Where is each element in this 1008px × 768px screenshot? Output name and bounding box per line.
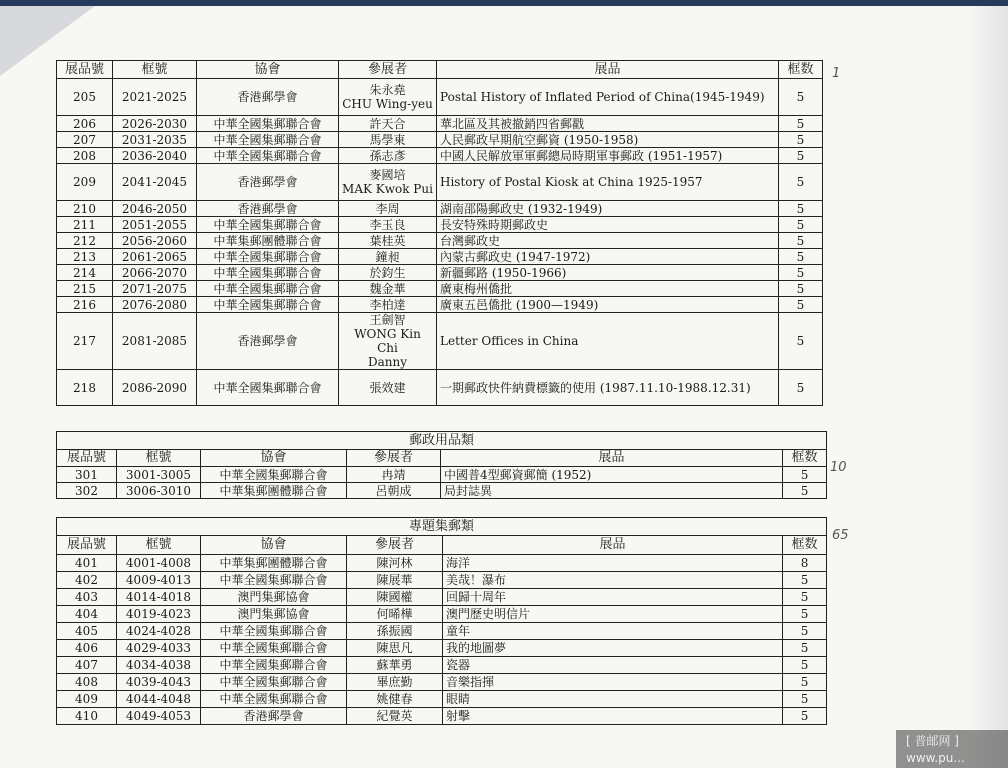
frame-range: 2046-2050 [113,201,197,217]
frame-count: 5 [779,233,823,249]
exhibit-no: 205 [57,79,113,116]
watermark-line: www.pu... [906,751,965,765]
frame-range: 3001-3005 [117,467,201,483]
exhibit-no: 213 [57,249,113,265]
page-shadow-edge [968,6,1008,768]
frame-count: 5 [783,640,827,657]
frame-range: 3006-3010 [117,483,201,499]
exhibit-title: 回歸十周年 [443,589,783,606]
exhibit-no: 218 [57,370,113,406]
exhibitor: 麥國培 MAK Kwok Pui [339,164,437,201]
exhibit-no: 208 [57,148,113,164]
exhibitor: 馬學東 [339,132,437,148]
table-row [57,483,827,499]
frame-count: 5 [779,148,823,164]
frame-count: 5 [783,657,827,674]
exhibit-title: 我的地圖夢 [443,640,783,657]
frame-range: 2081-2085 [113,313,197,370]
exhibit-title: 新疆郵路 (1950-1966) [437,265,779,281]
exhibitor: 蘇華勇 [347,657,443,674]
table-row [57,708,827,725]
exhibit-title: 中國普4型郵資郵簡 (1952) [441,467,783,483]
frame-range: 4049-4053 [117,708,201,725]
frame-range: 2031-2035 [113,132,197,148]
exhibit-no: 301 [57,467,117,483]
table-row [57,217,823,233]
exhibit-table-thematic [56,517,827,725]
association: 中華全國集郵聯合會 [197,297,339,313]
frame-range: 4001-4008 [117,555,201,572]
table-row [57,691,827,708]
col-header-no: 展品號 [57,61,113,79]
association: 中華集郵團體聯合會 [197,233,339,249]
table-row [57,589,827,606]
margin-note: 65 [832,528,849,543]
exhibit-no: 403 [57,589,117,606]
frame-count: 5 [783,589,827,606]
col-header-count: 框数 [783,450,827,467]
association: 中華全國集郵聯合會 [197,132,339,148]
association: 香港郵學會 [201,708,347,725]
frame-count: 5 [783,674,827,691]
table-row [57,249,823,265]
frame-range: 2026-2030 [113,116,197,132]
exhibit-title: Postal History of Inflated Period of China(1945-1949) [437,79,779,116]
association: 中華全國集郵聯合會 [201,467,347,483]
frame-range: 2086-2090 [113,370,197,406]
frame-count: 5 [783,483,827,499]
exhibitor: 孫振國 [347,623,443,640]
frame-range: 2076-2080 [113,297,197,313]
table-row [57,164,823,201]
table-row [57,297,823,313]
association: 中華全國集郵聯合會 [201,657,347,674]
frame-count: 5 [779,281,823,297]
exhibit-title: 海洋 [443,555,783,572]
association: 香港郵學會 [197,313,339,370]
col-header-no: 展品號 [57,536,117,555]
section-title-row [57,518,827,536]
association: 中華全國集郵聯合會 [201,674,347,691]
section-title: 專題集郵類 [57,518,827,536]
frame-count: 5 [783,623,827,640]
frame-range: 4009-4013 [117,572,201,589]
association: 澳門集郵協會 [201,606,347,623]
margin-note: 1 [832,66,841,81]
margin-note: 10 [830,460,847,475]
frame-range: 2041-2045 [113,164,197,201]
frame-range: 4044-4048 [117,691,201,708]
association: 中華集郵團體聯合會 [201,555,347,572]
exhibitor: 陳展華 [347,572,443,589]
association: 中華全國集郵聯合會 [201,572,347,589]
exhibitor: 許天合 [339,116,437,132]
table-row [57,116,823,132]
section-title-row [57,432,827,450]
col-header-exhibitor: 參展者 [347,450,441,467]
col-header-count: 框数 [779,61,823,79]
exhibit-title: 中國人民解放軍軍郵總局時期軍事郵政 (1951-1957) [437,148,779,164]
exhibit-no: 409 [57,691,117,708]
exhibit-no: 406 [57,640,117,657]
frame-count: 5 [779,249,823,265]
watermark [896,730,1008,768]
association: 中華全國集郵聯合會 [197,116,339,132]
frame-count: 5 [783,708,827,725]
association: 中華全國集郵聯合會 [197,148,339,164]
exhibit-title: 一期郵政快件納費標籤的使用 (1987.11.10-1988.12.31) [437,370,779,406]
frame-count: 5 [783,467,827,483]
frame-range: 2051-2055 [113,217,197,233]
exhibit-no: 401 [57,555,117,572]
association: 香港郵學會 [197,79,339,116]
col-header-assoc: 協會 [201,536,347,555]
exhibit-no: 215 [57,281,113,297]
exhibitor: 冉靖 [347,467,441,483]
exhibit-no: 212 [57,233,113,249]
association: 中華全國集郵聯合會 [201,691,347,708]
exhibitor: 呂朝成 [347,483,441,499]
association: 香港郵學會 [197,201,339,217]
frame-range: 2056-2060 [113,233,197,249]
table-row [57,265,823,281]
exhibitor: 葉桂英 [339,233,437,249]
exhibit-no: 206 [57,116,113,132]
exhibit-no: 216 [57,297,113,313]
frame-count: 5 [779,297,823,313]
exhibitor: 陳思凡 [347,640,443,657]
col-header-exhibitor: 參展者 [347,536,443,555]
table-row [57,467,827,483]
col-header-exhibit: 展品 [441,450,783,467]
exhibitor: 何晞樺 [347,606,443,623]
frame-range: 2071-2075 [113,281,197,297]
exhibit-title: Letter Offices in China [437,313,779,370]
exhibitor: 王劍智 WONG Kin Chi Danny [339,313,437,370]
frame-count: 8 [783,555,827,572]
exhibit-title: 湖南邵陽郵政史 (1932-1949) [437,201,779,217]
header-row [57,61,823,79]
exhibitor: 陳河林 [347,555,443,572]
frame-count: 5 [779,132,823,148]
exhibit-no: 211 [57,217,113,233]
exhibit-no: 404 [57,606,117,623]
exhibit-no: 210 [57,201,113,217]
frame-range: 2021-2025 [113,79,197,116]
table-row [57,674,827,691]
exhibitor: 陳國權 [347,589,443,606]
exhibitor: 張效建 [339,370,437,406]
exhibit-title: 澳門歷史明信片 [443,606,783,623]
table-row [57,572,827,589]
frame-range: 2066-2070 [113,265,197,281]
association: 澳門集郵協會 [201,589,347,606]
exhibitor: 魏金華 [339,281,437,297]
exhibit-title: 眼睛 [443,691,783,708]
frame-count: 5 [783,606,827,623]
exhibit-no: 405 [57,623,117,640]
frame-count: 5 [779,164,823,201]
watermark-line: [ 普邮网 ] [906,734,959,748]
table-row [57,201,823,217]
exhibitor: 畢庶勤 [347,674,443,691]
association: 香港郵學會 [197,164,339,201]
scan-top-border [0,0,1008,6]
exhibit-title: 瓷器 [443,657,783,674]
col-header-exhibitor: 參展者 [339,61,437,79]
frame-count: 5 [779,370,823,406]
association: 中華全國集郵聯合會 [197,249,339,265]
association: 中華全國集郵聯合會 [197,370,339,406]
exhibit-no: 410 [57,708,117,725]
frame-count: 5 [779,265,823,281]
exhibitor: 鐘昶 [339,249,437,265]
frame-count: 5 [783,691,827,708]
association: 中華全國集郵聯合會 [201,640,347,657]
exhibitor: 李玉良 [339,217,437,233]
table-row [57,640,827,657]
frame-count: 5 [779,79,823,116]
exhibit-no: 407 [57,657,117,674]
frame-count: 5 [779,313,823,370]
frame-range: 4019-4023 [117,606,201,623]
exhibit-title: 廣東梅州僑批 [437,281,779,297]
exhibit-no: 209 [57,164,113,201]
exhibit-table-postal-history [56,60,823,406]
table-row [57,233,823,249]
exhibit-no: 207 [57,132,113,148]
frame-range: 2061-2065 [113,249,197,265]
exhibit-title: 人民郵政早期航空郵資 (1950-1958) [437,132,779,148]
exhibit-no: 217 [57,313,113,370]
exhibit-title: 內蒙古郵政史 (1947-1972) [437,249,779,265]
exhibit-no: 402 [57,572,117,589]
exhibit-title: 長安特殊時期郵政史 [437,217,779,233]
association: 中華全國集郵聯合會 [197,281,339,297]
exhibit-no: 214 [57,265,113,281]
exhibit-title: History of Postal Kiosk at China 1925-1957 [437,164,779,201]
table-row [57,623,827,640]
association: 中華全國集郵聯合會 [201,623,347,640]
exhibit-title: 華北區及其被撤銷四省郵戳 [437,116,779,132]
col-header-assoc: 協會 [197,61,339,79]
frame-count: 5 [783,572,827,589]
col-header-count: 框数 [783,536,827,555]
table-row [57,281,823,297]
exhibitor: 朱永堯 CHU Wing-yeu [339,79,437,116]
table-row [57,370,823,406]
col-header-assoc: 協會 [201,450,347,467]
exhibit-no: 302 [57,483,117,499]
section-title: 郵政用品類 [57,432,827,450]
frame-count: 5 [779,116,823,132]
frame-range: 4014-4018 [117,589,201,606]
table-row [57,657,827,674]
association: 中華全國集郵聯合會 [197,217,339,233]
frame-range: 4029-4033 [117,640,201,657]
col-header-frames: 框號 [117,536,201,555]
exhibit-title: 美哉！瀑布 [443,572,783,589]
frame-count: 5 [779,201,823,217]
exhibit-title: 童年 [443,623,783,640]
exhibit-title: 音樂指揮 [443,674,783,691]
exhibitor: 李周 [339,201,437,217]
col-header-exhibit: 展品 [443,536,783,555]
exhibit-title: 射擊 [443,708,783,725]
exhibit-title: 局封誌異 [441,483,783,499]
frame-range: 4034-4038 [117,657,201,674]
exhibitor: 孫志彥 [339,148,437,164]
exhibitor: 姚健春 [347,691,443,708]
table-row [57,313,823,370]
exhibitor: 於鈞生 [339,265,437,281]
exhibit-title: 廣東五邑僑批 (1900—1949) [437,297,779,313]
table-row [57,606,827,623]
exhibitor: 李柏達 [339,297,437,313]
frame-range: 2036-2040 [113,148,197,164]
frame-range: 4039-4043 [117,674,201,691]
table-row [57,132,823,148]
association: 中華集郵團體聯合會 [201,483,347,499]
frame-range: 4024-4028 [117,623,201,640]
table-row [57,79,823,116]
table-row [57,148,823,164]
exhibitor: 紀覺英 [347,708,443,725]
exhibit-title: 台灣郵政史 [437,233,779,249]
association: 中華全國集郵聯合會 [197,265,339,281]
exhibit-table-postal-stationery [56,431,827,499]
exhibit-no: 408 [57,674,117,691]
col-header-no: 展品號 [57,450,117,467]
col-header-frames: 框號 [117,450,201,467]
col-header-frames: 框號 [113,61,197,79]
table-row [57,555,827,572]
header-row [57,450,827,467]
frame-count: 5 [779,217,823,233]
col-header-exhibit: 展品 [437,61,779,79]
header-row [57,536,827,555]
